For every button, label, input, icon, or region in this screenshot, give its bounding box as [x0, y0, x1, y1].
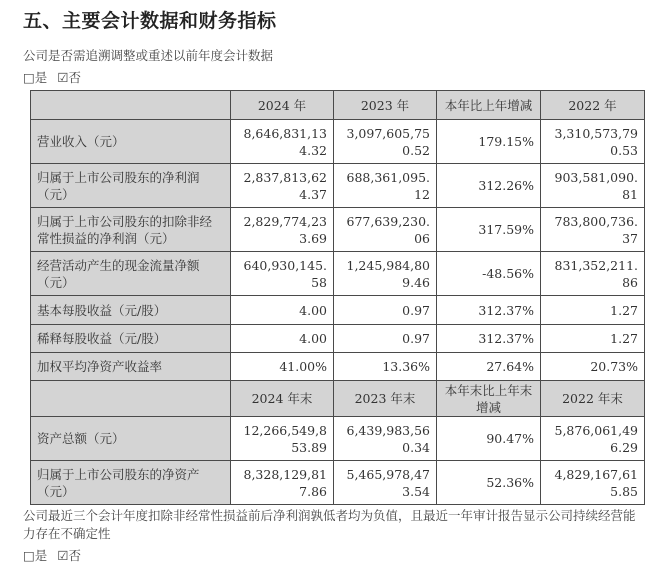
cell-value: 3,097,605,750.52 — [334, 120, 437, 164]
cell-value: 27.64% — [437, 353, 541, 381]
option-no-checkbox[interactable]: ☑否 — [57, 548, 82, 563]
financial-data-table — [30, 90, 645, 505]
cell-value: 4,829,167,615.85 — [541, 461, 645, 505]
cell-value: 317.59% — [437, 208, 541, 252]
header-cell: 2024 年末 — [231, 381, 334, 417]
cell-value: 1.27 — [541, 325, 645, 353]
row-label: 稀释每股收益（元/股） — [31, 325, 231, 353]
cell-value: 688,361,095.12 — [334, 164, 437, 208]
header-cell: 2024 年 — [231, 91, 334, 120]
row-label: 归属于上市公司股东的净利润（元） — [31, 164, 231, 208]
row-label: 加权平均净资产收益率 — [31, 353, 231, 381]
row-label: 归属于上市公司股东的扣除非经常性损益的净利润（元） — [31, 208, 231, 252]
header-cell — [31, 91, 231, 120]
cell-value: 783,800,736.37 — [541, 208, 645, 252]
table-row — [31, 296, 645, 325]
going-concern-note: 公司最近三个会计年度扣除非经常性损益前后净利润孰低者均为负值，且最近一年审计报告显示公司持续经营能力存在不确定性 — [23, 508, 636, 541]
header-cell: 2022 年末 — [541, 381, 645, 417]
cell-value: 52.36% — [437, 461, 541, 505]
row-label: 归属于上市公司股东的净资产（元） — [31, 461, 231, 505]
header-cell: 本年比上年增减 — [437, 91, 541, 120]
table-row — [31, 417, 645, 461]
cell-value: 2,829,774,233.69 — [231, 208, 334, 252]
cell-value: 90.47% — [437, 417, 541, 461]
table-row — [31, 353, 645, 381]
table-header-row — [31, 381, 645, 417]
cell-value: 4.00 — [231, 325, 334, 353]
cell-value: 3,310,573,790.53 — [541, 120, 645, 164]
cell-value: 0.97 — [334, 296, 437, 325]
cell-value: 312.26% — [437, 164, 541, 208]
restatement-options — [23, 68, 87, 86]
going-concern-options — [23, 546, 87, 564]
row-label: 营业收入（元） — [31, 120, 231, 164]
cell-value: 677,639,230.06 — [334, 208, 437, 252]
cell-value: 312.37% — [437, 325, 541, 353]
row-label: 资产总额（元） — [31, 417, 231, 461]
header-cell: 2023 年 — [334, 91, 437, 120]
row-label: 经营活动产生的现金流量净额（元） — [31, 252, 231, 296]
cell-value: 5,876,061,496.29 — [541, 417, 645, 461]
cell-value: 903,581,090.81 — [541, 164, 645, 208]
table-header-row — [31, 91, 645, 120]
cell-value: 0.97 — [334, 325, 437, 353]
table-row — [31, 325, 645, 353]
table-row — [31, 164, 645, 208]
restatement-question: 公司是否需追溯调整或重述以前年度会计数据 — [23, 48, 274, 63]
cell-value: 2,837,813,624.37 — [231, 164, 334, 208]
table-row — [31, 252, 645, 296]
cell-value: 831,352,211.86 — [541, 252, 645, 296]
table-row — [31, 461, 645, 505]
cell-value: 13.36% — [334, 353, 437, 381]
row-label: 基本每股收益（元/股） — [31, 296, 231, 325]
header-cell: 本年末比上年末增减 — [437, 381, 541, 417]
header-cell: 2023 年末 — [334, 381, 437, 417]
cell-value: 640,930,145.58 — [231, 252, 334, 296]
cell-value: 5,465,978,473.54 — [334, 461, 437, 505]
cell-value: 4.00 — [231, 296, 334, 325]
cell-value: -48.56% — [437, 252, 541, 296]
table-row — [31, 120, 645, 164]
option-yes-checkbox[interactable]: □是 — [23, 548, 48, 563]
cell-value: 1.27 — [541, 296, 645, 325]
cell-value: 8,328,129,817.86 — [231, 461, 334, 505]
section-title: 五、主要会计数据和财务指标 — [23, 10, 277, 32]
cell-value: 12,266,549,853.89 — [231, 417, 334, 461]
cell-value: 6,439,983,560.34 — [334, 417, 437, 461]
cell-value: 8,646,831,134.32 — [231, 120, 334, 164]
option-yes-checkbox[interactable]: □是 — [23, 70, 48, 85]
cell-value: 312.37% — [437, 296, 541, 325]
header-cell — [31, 381, 231, 417]
cell-value: 20.73% — [541, 353, 645, 381]
cell-value: 1,245,984,809.46 — [334, 252, 437, 296]
cell-value: 179.15% — [437, 120, 541, 164]
cell-value: 41.00% — [231, 353, 334, 381]
table-row — [31, 208, 645, 252]
option-no-checkbox[interactable]: ☑否 — [57, 70, 82, 85]
header-cell: 2022 年 — [541, 91, 645, 120]
